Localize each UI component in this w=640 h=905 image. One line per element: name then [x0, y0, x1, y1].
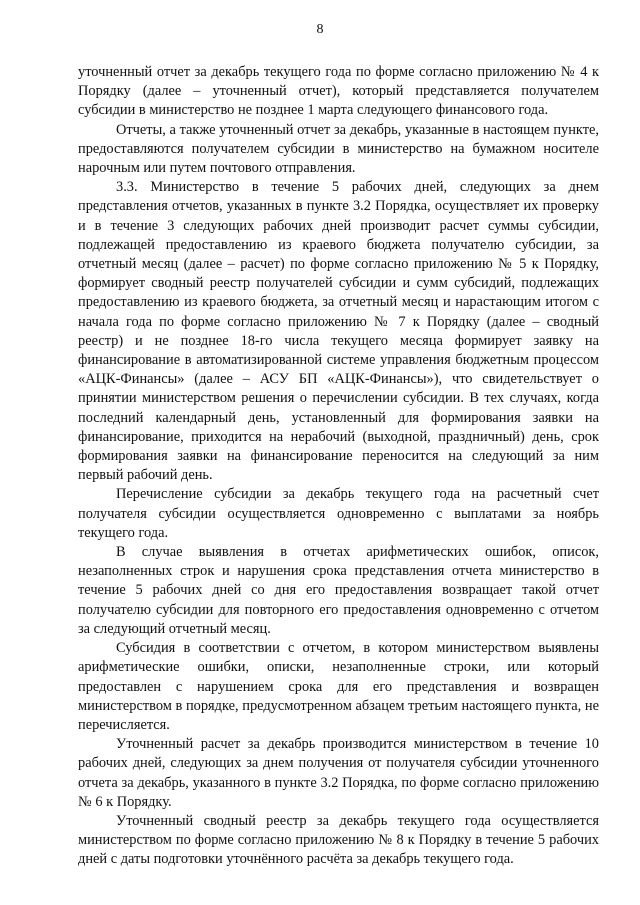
- paragraph-refined-calculation: Уточненный расчет за декабрь производится министерством в течение 10 рабочих дней, следующих за днем получения от получателя субсидии уточненного отчета за декабрь, указанного в пункте 3.2 Порядка, по форме согласно приложению № 6 к Порядку.: [78, 736, 599, 810]
- paragraph-december-transfer: Перечисление субсидии за декабрь текущего года на расчетный счет получателя субсидии осуществляется одновременно с выплатами за ноябрь текущего года.: [78, 486, 599, 541]
- paragraph-subsidy-not-transferred: Субсидия в соответствии с отчетом, в котором министерством выявлены арифметические ошибки, описки, незаполненные строки, или который предоставлен с нарушением срока для его представления и возвращен министерством в порядке, предусмотренном абзацем третьим настоящего пункта, не перечисляется.: [78, 640, 599, 733]
- paragraph-refined-registry: Уточненный сводный реестр за декабрь текущего года осуществляется министерством по форме согласно приложению № 8 к Порядку в течение 5 рабочих дней с даты подготовки уточнённого расчёта за декабрь текущего года.: [78, 812, 599, 868]
- paragraph-reports-submission: Отчеты, а также уточненный отчет за декабрь, указанные в настоящем пункте, предоставляются получателем субсидии в министерство на бумажном носителе нарочным или путем почтового отправления.: [78, 121, 599, 177]
- document-body: [78, 63, 599, 870]
- paragraph-3-3-verification: 3.3. Министерство в течение 5 рабочих дней, следующих за днем представления отчетов, указанных в пункте 3.2 Порядка, осуществляет их проверку и в течение 3 следующих рабочих дней производит расчет суммы субсидии, подлежащей предоставлению из краевого бюджета получателю субсидии, за отчетный месяц (далее – расчет) по форме согласно приложению № 5 к Порядку, формирует сводный реестр получателей субсидии и сумм субсидий, подлежащих предоставлению из краевого бюджета, за отчетный месяц и нарастающим итогом с начала года по форме согласно приложению № 7 к Порядку (далее – сводный реестр) и не позднее 18-го числа текущего месяца формирует заявку на финансирование в автоматизированной системе управления бюджетным процессом «АЦК-Финансы» (далее – АСУ БП «АЦК-Финансы»), что свидетельствует о принятии министерством решения о перечислении субсидии. В тех случаях, когда последний календарный день, установленный для формирования заявки на финансирование, приходится на нерабочий (выходной, праздничный) день, срок формирования заявки на финансирование переносится на следующий за ним первый рабочий день.: [78, 179, 599, 484]
- paragraph-errors-return: В случае выявления в отчетах арифметических ошибок, описок, незаполненных строк и нарушения срока представления отчета министерство в течение 5 рабочих дней со дня его предоставления возвращает такой отчет получателю субсидии для повторного его предоставления одновременно с отчетом за следующий отчетный месяц.: [78, 544, 599, 637]
- page-number: 8: [316, 22, 324, 37]
- paragraph-report-continuation: уточненный отчет за декабрь текущего года по форме согласно приложению № 4 к Порядку (далее – уточненный отчет), который представляется получателем субсидии в министерство не позднее 1 марта следующего финансового года.: [78, 64, 599, 119]
